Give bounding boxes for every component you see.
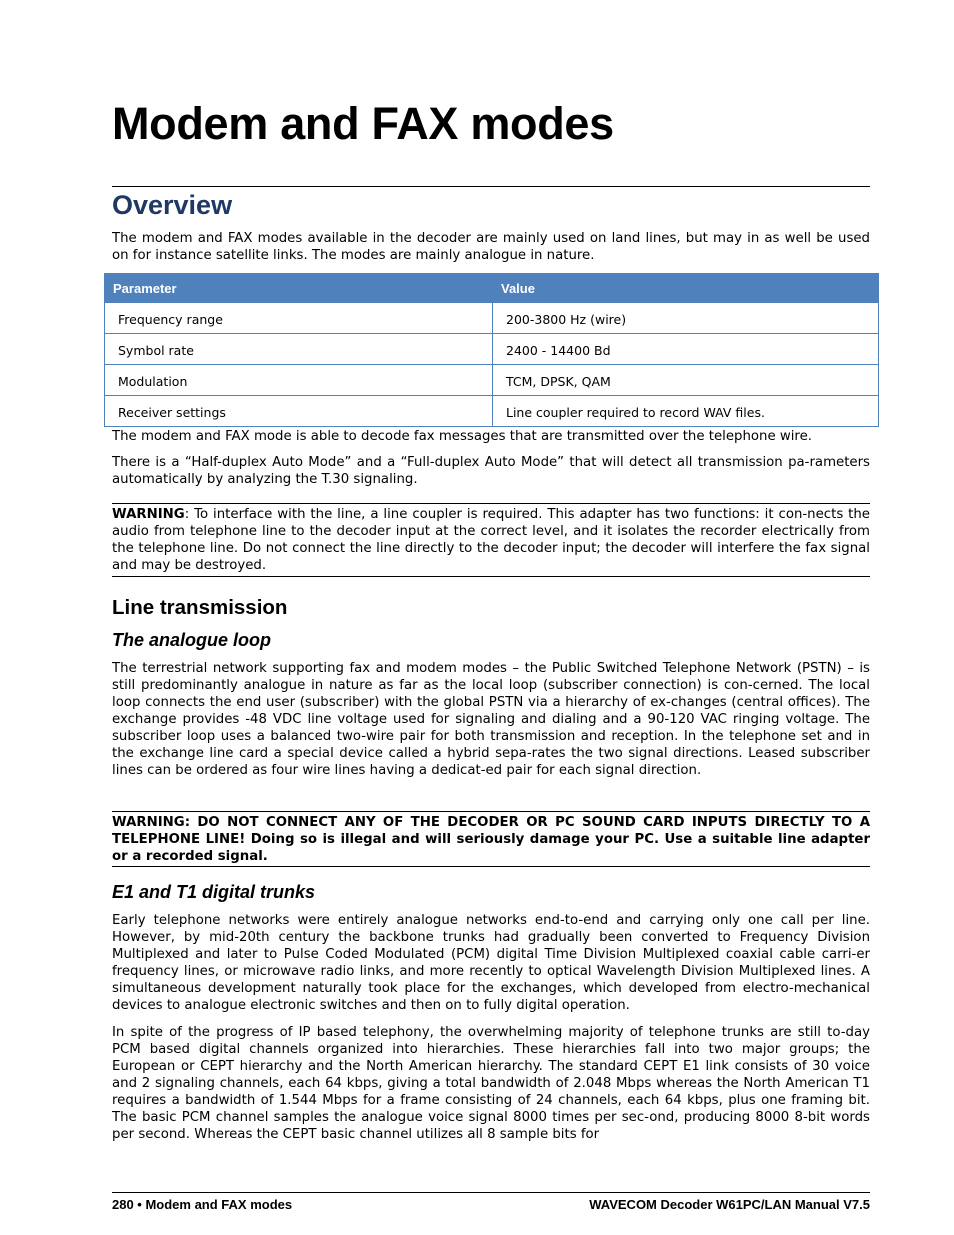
table-row xyxy=(105,365,879,396)
analogue-loop-paragraph: The terrestrial network supporting fax and modem modes – the Public Switched Telephone Network (PSTN) – is still predominantly analogue in nature as far as the local loop (subscriber connection) is con-cerned. The local loop connects the end user (subscriber) with the global PSTN via a hierarchy of ex-changes (central offices). The exchange provides -48 VDC line voltage used for signaling and dialing and a 90-120 VAC ringing voltage. The subscriber loop uses a balanced two-wire pair for both transmission and reception. In the telephone set and in the exchange line card a special device called a hybrid sepa-rates the two signal directions. Leased subscriber lines can be ordered as four wire lines having a dedicat-ed pair for each signal direction. xyxy=(112,661,870,778)
page-title: Modem and FAX modes xyxy=(112,98,614,149)
footer-page-section: 280 • Modem and FAX modes xyxy=(112,1197,293,1212)
parameter-table xyxy=(104,273,879,427)
table-cell: 200-3800 Hz (wire) xyxy=(493,303,879,334)
table-cell: Line coupler required to record WAV files. xyxy=(493,396,879,427)
column-header-value: Value xyxy=(493,274,879,303)
footer-manual-title: WAVECOM Decoder W61PC/LAN Manual V7.5 xyxy=(589,1197,870,1212)
subsection-heading-e1-t1: E1 and T1 digital trunks xyxy=(112,882,316,902)
warning-label: WARNING xyxy=(112,507,185,522)
warning-text-telephone-line: WARNING: DO NOT CONNECT ANY OF THE DECODER OR PC SOUND CARD INPUTS DIRECTLY TO A TELEPHONE LINE! Doing so is illegal and will seriously damage your PC. Use a suitable line adapter or a recorded signal. xyxy=(112,815,870,864)
column-header-parameter: Parameter xyxy=(105,274,493,303)
table-header-row xyxy=(105,274,879,303)
table-row xyxy=(105,396,879,427)
section-heading-overview: Overview xyxy=(112,190,233,220)
warning-text xyxy=(112,506,870,574)
table-cell: Modulation xyxy=(105,365,493,396)
section-heading-line-transmission: Line transmission xyxy=(112,596,288,619)
subsection-heading-analogue-loop: The analogue loop xyxy=(112,630,272,650)
table-row xyxy=(105,334,879,365)
heading-rule xyxy=(112,186,870,187)
e1-t1-paragraph-2: In spite of the progress of IP based telephony, the overwhelming majority of telephone trunks are still to-day PCM based digital channels organized into hierarchies. These hierarchies fall into two major groups; the European or CEPT hierarchy and the North American hierarchy. The standard CEPT E1 link consists of 30 voice and 2 signaling channels, each 64 kbps, giving a total bandwidth of 2.048 Mbps whereas the North American T1 requires a bandwidth of 1.544 Mbps for a frame consisting of 24 channels, each 64 kbps, plus one framing bit. The basic PCM channel samples the analogue voice signal 8000 times per sec-ond, producing 8000 8-bit words per second. Whereas the CEPT basic channel utilizes all 8 sample bits for xyxy=(112,1025,870,1142)
e1-t1-paragraph-1: Early telephone networks were entirely analogue networks end-to-end and carrying only one call per line. However, by mid-20th century the backbone trunks had gradually been converted to Frequency Division Multiplexed and later to Pulse Coded Modulated (PCM) digital Time Division Multiplexed coaxial cable carri-er frequency lines, or microwave radio links, and more recently to optical Wavelength Division Multiplexed lines. A simultaneous development naturally took place for the exchanges, which developed from electro-mechanical devices to analogue electronic switches and then on to fully digital operation. xyxy=(112,913,870,1013)
overview-paragraph-1: The modem and FAX mode is able to decode fax messages that are transmitted over the telephone wire. xyxy=(112,429,813,444)
warning-box-line-coupler xyxy=(112,503,870,577)
table-cell: Symbol rate xyxy=(105,334,493,365)
footer-rule xyxy=(112,1192,870,1193)
warning-body: : To interface with the line, a line coupler is required. This adapter has two functions: it con-nects the audio from telephone line to the decoder input at the correct level, and it isolates the recorder electrically from the telephone line. Do not connect the line directly to the decoder input; the decoder will interfere the fax signal and may be destroyed. xyxy=(112,507,870,573)
warning-box-telephone-line xyxy=(112,811,870,867)
table-row xyxy=(105,303,879,334)
table-cell: 2400 - 14400 Bd xyxy=(493,334,879,365)
table-cell: TCM, DPSK, QAM xyxy=(493,365,879,396)
table-cell: Receiver settings xyxy=(105,396,493,427)
overview-paragraph-2: There is a “Half-duplex Auto Mode” and a “Full-duplex Auto Mode” that will detect all transmission pa-rameters automatically by analyzing the T.30 signaling. xyxy=(112,455,870,487)
overview-intro: The modem and FAX modes available in the decoder are mainly used on land lines, but may in as well be used on for instance satellite links. The modes are mainly analogue in nature. xyxy=(112,231,870,263)
table-cell: Frequency range xyxy=(105,303,493,334)
